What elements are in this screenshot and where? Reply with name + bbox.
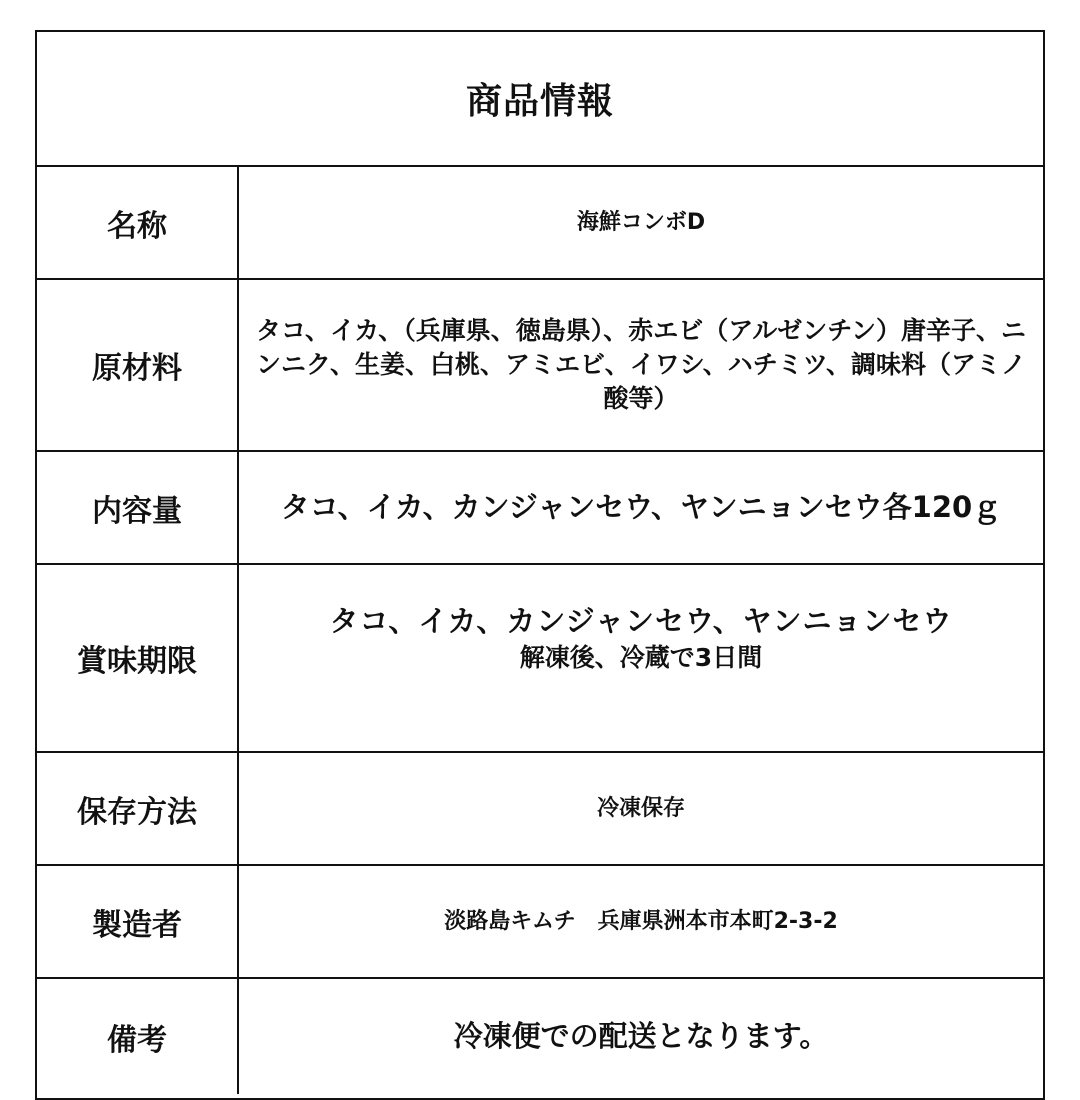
storage-value: 冷凍保存 [596, 795, 685, 821]
manufacturer-label: 製造者 [37, 866, 239, 977]
contents-value: タコ、イカ、カンジャンセウ、ヤンニョンセウ各120ｇ [280, 489, 1002, 524]
page-title: 商品情報 [465, 81, 614, 122]
ingredients-value: タコ、イカ、（兵庫県、徳島県）、赤エビ（アルゼンチン）唐辛子、ニンニク、生姜、白桃、アミエビ、イワシ、ハチミツ、調味料（アミノ酸等） [255, 316, 1026, 413]
table-row-remarks [37, 979, 1043, 1094]
manufacturer-value: 淡路島キムチ 兵庫県洲本市本町2-3-2 [444, 908, 838, 934]
ingredients-label: 原材料 [37, 280, 239, 450]
remarks-value: 冷凍便での配送となります。 [453, 1018, 829, 1053]
table-row-ingredients [37, 280, 1043, 452]
table-row-manufacturer [37, 866, 1043, 979]
best-before-value [239, 565, 1043, 751]
table-row-contents [37, 452, 1043, 565]
best-before-line1: タコ、イカ、カンジャンセウ、ヤンニョンセウ [329, 603, 953, 638]
name-label: 名称 [37, 167, 239, 278]
contents-label: 内容量 [37, 452, 239, 563]
table-row-name [37, 167, 1043, 280]
name-value: 海鮮コンボD [576, 209, 706, 235]
table-header [37, 32, 1043, 167]
product-info-table [35, 30, 1045, 1100]
table-row-storage [37, 753, 1043, 866]
best-before-label: 賞味期限 [37, 565, 239, 751]
table-row-best-before [37, 565, 1043, 753]
storage-label: 保存方法 [37, 753, 239, 864]
best-before-line2: 解凍後、冷蔵で3日間 [519, 642, 763, 672]
remarks-label: 備考 [37, 979, 239, 1094]
